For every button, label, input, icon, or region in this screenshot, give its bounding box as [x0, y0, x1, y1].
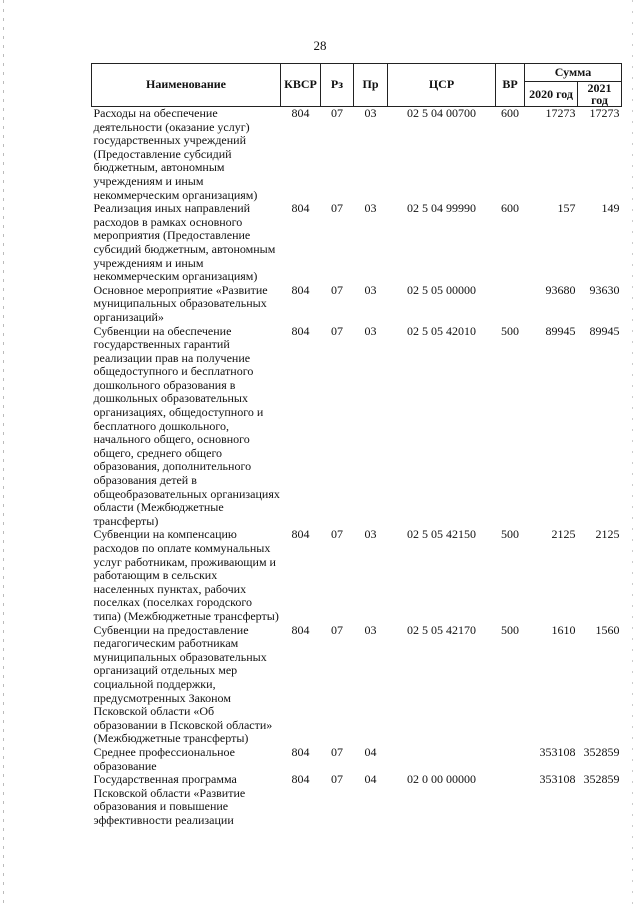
- cell-name: Расходы на обеспечение деятельности (оказание услуг) государственных учреждений (Предоставление субсидий бюджетным, автономным учреждениям и иным некоммерческим организациям): [93, 106, 258, 202]
- cell-amount-2021: 2125: [595, 527, 620, 542]
- cell-name: Основное мероприятие «Развитие муниципальных образовательных организаций»: [93, 282, 268, 324]
- table-row: [92, 325, 622, 529]
- cell-kvsr: 804: [291, 282, 310, 297]
- cell-amount-2020: 17273: [545, 106, 576, 120]
- cell-rz: 07: [331, 323, 343, 338]
- cell-name: Субвенции на компенсацию расходов по оплате коммунальных услуг работникам, проживающим и работающим в сельских населенных пунктах, рабочих поселках (поселках городского типа) (Межбюджетные трансферты): [93, 527, 279, 623]
- cell-pr: 03: [364, 201, 377, 216]
- cell-pr: 03: [364, 527, 377, 542]
- cell-amount-2021: 352859: [583, 772, 620, 787]
- cell-kvsr: 804: [291, 323, 310, 338]
- cell-amount-2021: 149: [601, 201, 620, 216]
- cell-rz: 07: [331, 282, 343, 297]
- cell-pr: 03: [364, 622, 377, 637]
- cell-amount-2021: 352859: [583, 744, 620, 759]
- cell-kvsr: 804: [291, 744, 310, 759]
- cell-amount-2021: 89945: [589, 323, 620, 338]
- header-pr: Пр: [354, 64, 388, 107]
- cell-amount-2020: 353108: [539, 744, 576, 759]
- cell-rz: 07: [331, 622, 343, 637]
- cell-kvsr: 804: [291, 622, 310, 637]
- cell-pr: 03: [364, 106, 377, 120]
- cell-rz: 07: [331, 527, 343, 542]
- table-row: [92, 746, 622, 773]
- table-row: [92, 107, 622, 203]
- cell-pr: 03: [364, 323, 377, 338]
- cell-vr: 500: [501, 323, 519, 338]
- cell-rz: 07: [331, 106, 343, 120]
- table-header: [92, 64, 622, 107]
- cell-name: Субвенции на обеспечение государственных гарантий реализации прав на получение общедоступного и бесплатного дошкольного образования в дошкольных образовательных организациях, общедоступного и бесплатного дошкольного, начального общего, основного общего, среднего общего образования, дополнительного образования детей в общеобразовательных организациях области (Межбюджетные трансферты): [93, 323, 280, 528]
- cell-name: Субвенции на предоставление педагогическим работникам муниципальных образовательных организаций отдельных мер социальной поддержки, предусмотренных Законом Псковской области «Об образовании в Псковской области» (Межбюджетные трансферты): [93, 622, 273, 746]
- cell-name: Реализация иных направлений расходов в рамках основного мероприятия (Предоставление субсидий бюджетным, автономным учреждениям и иным некоммерческим организациям): [93, 201, 276, 284]
- cell-kvsr: 804: [291, 772, 310, 787]
- cell-csr: 02 5 05 42010: [407, 323, 476, 338]
- cell-csr: [388, 746, 496, 773]
- cell-amount-2021: 1560: [595, 622, 620, 637]
- header-year-2021: 2021 год: [578, 82, 622, 107]
- cell-amount-2020: 1610: [551, 622, 576, 637]
- cell-csr: 02 5 05 42170: [407, 622, 476, 637]
- cell-csr: 02 5 04 99990: [407, 201, 476, 216]
- cell-vr: [496, 773, 525, 827]
- cell-kvsr: 804: [291, 201, 310, 216]
- cell-pr: 04: [364, 772, 377, 787]
- table-body: [92, 107, 622, 828]
- table-row: [92, 528, 622, 623]
- cell-vr: 600: [501, 106, 519, 120]
- cell-vr: 600: [501, 201, 519, 216]
- cell-amount-2020: 353108: [539, 772, 576, 787]
- cell-csr: 02 5 05 00000: [407, 282, 476, 297]
- header-sum: Сумма: [525, 64, 622, 82]
- cell-csr: 02 0 00 00000: [407, 772, 476, 787]
- cell-rz: 07: [331, 744, 343, 759]
- header-name: Наименование: [92, 64, 281, 107]
- header-vr: ВР: [496, 64, 525, 107]
- page-number: 28: [313, 38, 327, 53]
- cell-name: Государственная программа Псковской области «Развитие образования и повышение эффективности реализации: [93, 772, 246, 827]
- cell-rz: 07: [331, 201, 343, 216]
- budget-table: [91, 63, 622, 827]
- cell-csr: 02 5 05 42150: [407, 527, 476, 542]
- cell-vr: 500: [501, 527, 519, 542]
- cell-amount-2020: 2125: [551, 527, 576, 542]
- cell-pr: 04: [364, 744, 377, 759]
- cell-kvsr: 804: [291, 527, 310, 542]
- cell-amount-2020: 157: [557, 201, 576, 216]
- header-csr: ЦСР: [388, 64, 496, 107]
- table-row: [92, 773, 622, 827]
- cell-rz: 07: [331, 772, 343, 787]
- cell-pr: 03: [364, 282, 377, 297]
- header-rz: Рз: [321, 64, 354, 107]
- table-row: [92, 284, 622, 325]
- cell-vr: 500: [501, 622, 519, 637]
- cell-kvsr: 804: [291, 106, 310, 120]
- cell-amount-2021: 17273: [589, 106, 620, 120]
- cell-amount-2020: 89945: [545, 323, 576, 338]
- cell-name: Среднее профессиональное образование: [93, 744, 235, 773]
- cell-amount-2021: 93630: [589, 282, 620, 297]
- table-row: [92, 624, 622, 746]
- header-kvsr: КВСР: [281, 64, 321, 107]
- scan-right-edge: [632, 0, 633, 905]
- cell-vr: [496, 284, 525, 325]
- cell-amount-2020: 93680: [545, 282, 576, 297]
- header-year-2020: 2020 год: [525, 82, 578, 107]
- cell-csr: 02 5 04 00700: [407, 106, 476, 120]
- table-row: [92, 202, 622, 284]
- cell-vr: [496, 746, 525, 773]
- scan-left-edge: [3, 0, 4, 905]
